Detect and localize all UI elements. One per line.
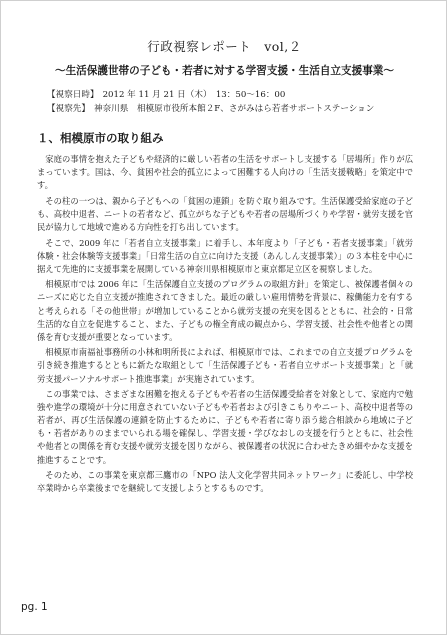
visit-place-line xyxy=(47,102,374,114)
paragraph: 相模原市では 2006 年に「生活保護自立支援のプログラムの取組方針」を策定し、被保護者個々のニーズに応じた自立支援が推進されてきました。最近の厳しい雇用情勢を背景に、稼働能力を有すると考えられる「その他世帯」が増加していることから就労支援の充実を図るとともに、社会的・日常生活的な自立を促進すること、また、子どもの権全育成の観点から、学習支援、社会性や他者との関係を育む支援が重要となっています。 xyxy=(37,279,413,342)
section-body xyxy=(37,153,413,498)
visit-date-line xyxy=(47,88,285,100)
visit-date-value: 2012 年 11 月 21 日（木） 13：50～16：00 xyxy=(102,90,286,100)
paragraph: その柱の一つは、親から子どもへの「貧困の連鎖」を防ぐ取り組みです。生活保護受給家庭の子ども、高校中退者、ニートの若者など、孤立がちな子どもや若者の居場所づくりや学習・就労支援を官民が協力して地域で進める方向性を打ち出しています。 xyxy=(37,195,413,232)
paragraph: この事業では、さまざまな困難を抱える子どもや若者の生活保護受給者を対象として、家庭内で勉強や進学の環境が十分に用意されていない子どもや若者および引きこもりやニート、高校中退者等の若者が、再び生活保護の連鎖を防止するために、子どもや若者に寄り添う総合相談から地域に子ども・若者がありのままでいられる場を確保し、学習支援・学びなおしの支援を行うとともに、社会性や他者との関係を育む支援や就労支援を図りながら、被保護者の状況に合わせたきめ細やかな支援を推進することです。 xyxy=(37,389,413,465)
paragraph: そこで、2009 年に「若者自立支援事業」に着手し、本年度より「子ども・若者支援事業」「就労体験・社会体験等支援事業」「日常生活の自立に向けた支援（あんしん支援事業）」の３本柱を中心に据えて先進的に支援事業を展開している神奈川県相模原市と東京都足立区を視察しました。 xyxy=(37,237,413,274)
visit-place-value: 神奈川県 相模原市役所本館２F、さがみはら若者サポートステーション xyxy=(93,104,375,114)
report-subtitle: ～生活保護世帯の子ども・若者に対する学習支援・生活自立支援事業～ xyxy=(55,65,394,77)
page-number: pg. 1 xyxy=(21,601,48,613)
section-heading: １、相模原市の取り組み xyxy=(37,131,164,145)
paragraph: そのため、この事業を東京都三鷹市の「NPO 法人文化学習共同ネットワーク」に委託し、中学校卒業時から卒業後までを継続して支援しようとするものです。 xyxy=(37,470,413,494)
paragraph: 相模原市南福祉事務所の小林和明所長によれば、相模原市では、これまでの自立支援プログラムを引き続き推進するとともに新たな取組として「生活保護子ども・若者自立サポート支援事業」と「就労支援パーソナルサポート推進事業」が実施されています。 xyxy=(37,347,413,384)
visit-place-label: 【視察先】 xyxy=(47,104,90,114)
visit-date-label: 【視察日時】 xyxy=(47,90,99,100)
report-title: 行政視察レポート vol,２ xyxy=(147,39,302,54)
paragraph: 家庭の事情を抱えた子どもや経済的に厳しい若者の生活をサポートし支援する「居場所」作りが広まっています。国は、今、貧困や社会的孤立によって困難する人向けの「生活支援戦略」を策定中です。 xyxy=(37,154,413,191)
